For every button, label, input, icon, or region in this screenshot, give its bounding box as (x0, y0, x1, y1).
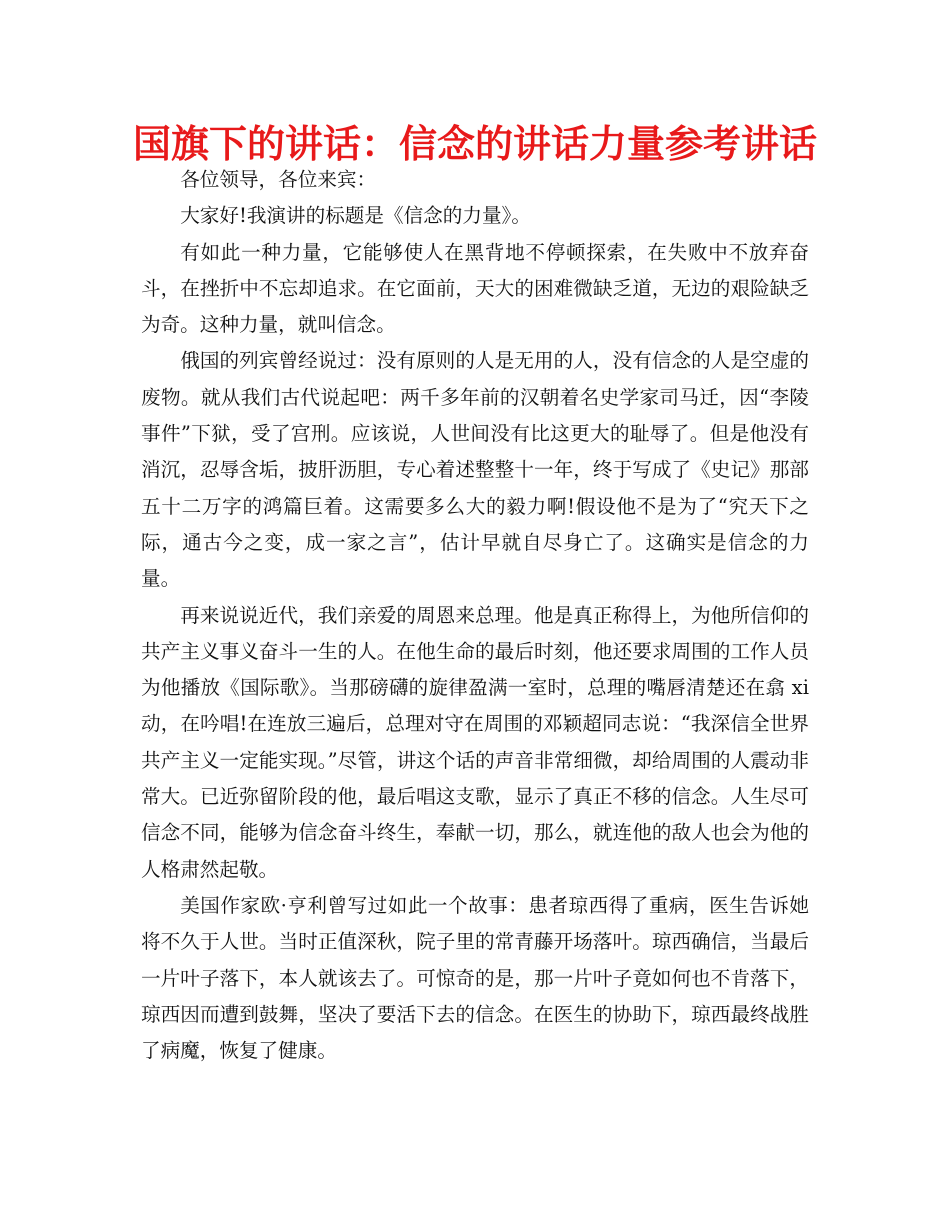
sima-qian-paragraph: 俄国的列宾曾经说过：没有原则的人是无用的人，没有信念的人是空虚的废物。就从我们古代说起吧：两千多年前的汉朝着名史学家司马迁，因“李陵事件”下狱，受了宫刑。应该说，人世间没有比这更大的耻辱了。但是他没有消沉，忍辱含垢，披肝沥胆，专心着述整整十一年，终于写成了《史记》那部五十二万字的鸿篇巨着。这需要多么大的毅力啊!假设他不是为了“究天下之际，通古今之变，成一家之言”，估计早就自尽身亡了。这确实是信念的力量。 (141, 349, 809, 591)
salutation-paragraph: 各位领导，各位来宾： (180, 168, 377, 191)
document-body (141, 162, 809, 1069)
intro-paragraph: 有如此一种力量，它能够使人在黑背地不停顿探索，在失败中不放弃奋斗，在挫折中不忘却追求。在它面前，天大的困难微缺乏道，无边的艰险缺乏为奇。这种力量，就叫信念。 (141, 240, 809, 337)
greeting-paragraph: 大家好!我演讲的标题是《信念的力量》。 (180, 204, 531, 228)
ohenry-paragraph: 美国作家欧·亨利曾写过如此一个故事：患者琼西得了重病，医生告诉她将不久于人世。当时正值深秋，院子里的常青藤开场落叶。琼西确信，当最后一片叶子落下，本人就该去了。可惊奇的是，那一片叶子竟如何也不肯落下，琼西因而遭到鼓舞，坚决了要活下去的信念。在医生的协助下，琼西最终战胜了病魔，恢复了健康。 (141, 893, 809, 1063)
zhou-enlai-paragraph: 再来说说近代，我们亲爱的周恩来总理。他是真正称得上，为他所信仰的共产主义事义奋斗一生的人。在他生命的最后时刻，他还要求周围的工作人员为他播放《国际歌》。当那磅礴的旋律盈满一室时，总理的嘴唇清楚还在翕 xi 动，在吟唱!在连放三遍后，总理对守在周围的邓颖超同志说：“我深信全世界共产主义一定能实现。”尽管，讲这个话的声音非常细微，却给周围的人震动非常大。已近弥留阶段的他，最后唱这支歌，显示了真正不移的信念。人生尽可信念不同，能够为信念奋斗终生，奉献一切，那么，就连他的敌人也会为他的人格肃然起敬。 (141, 603, 809, 881)
document-title: 国旗下的讲话：信念的讲话力量参考讲话 (132, 122, 817, 166)
